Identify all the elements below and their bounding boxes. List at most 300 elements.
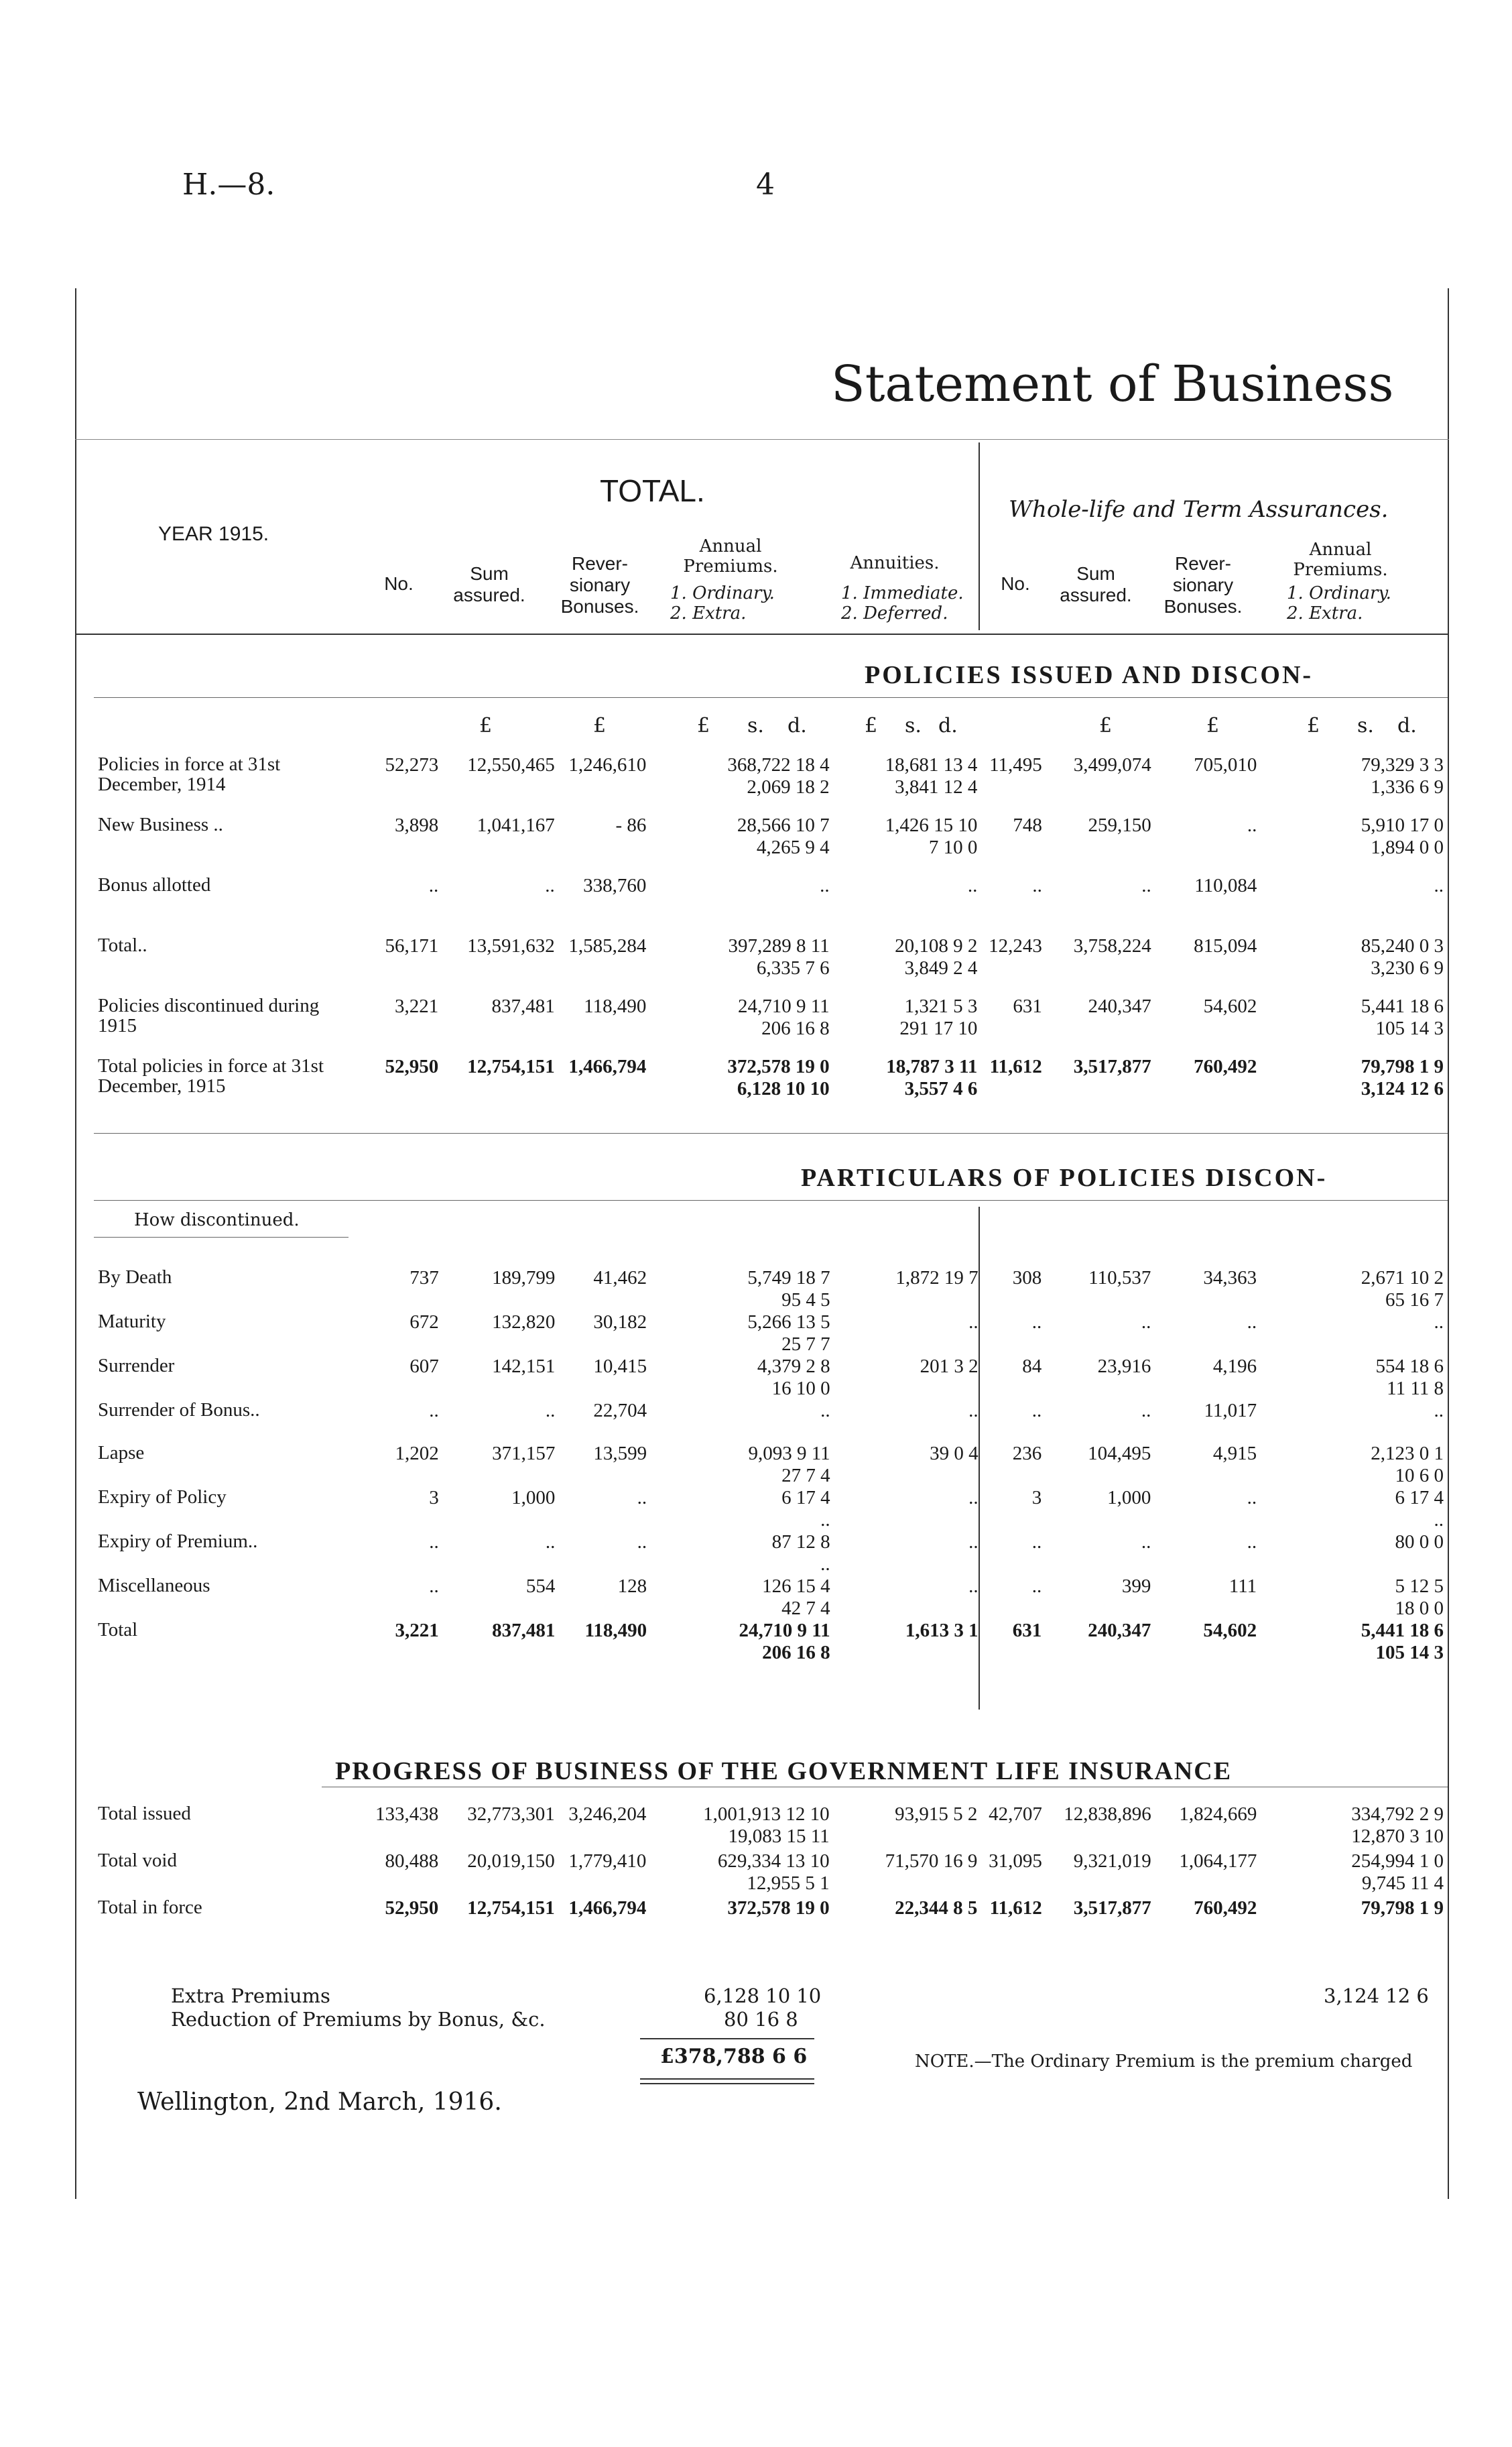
cell-ann: [834, 1897, 982, 1944]
cell-value-secondary: 95 4 5: [781, 1289, 830, 1311]
cell-value: 5,749 18 7: [747, 1267, 830, 1289]
cell-prem: [651, 1443, 834, 1487]
cell-prem: [651, 1311, 834, 1356]
cell-no: [373, 1311, 443, 1356]
cell-value: 1,000: [511, 1487, 556, 1508]
cell-no: [372, 996, 442, 1056]
cell-wl-prem: [1261, 1575, 1448, 1620]
cell-value: 13,599: [593, 1443, 647, 1464]
cell-value-secondary: ..: [820, 1553, 830, 1575]
cell-wl-no: [981, 935, 1046, 996]
cell-wl-sum: [1046, 815, 1155, 875]
cell-ann: [834, 935, 982, 996]
cell-value: 52,950: [385, 1056, 439, 1077]
cell-value: ..: [1031, 1575, 1042, 1597]
cell-value: ..: [820, 1400, 830, 1421]
cell-label: [94, 1056, 372, 1116]
cell-value: Total in force: [98, 1897, 202, 1918]
cell-value: 399: [1121, 1575, 1151, 1597]
cell-label: [94, 1897, 358, 1944]
cell-wl-sum: [1046, 1311, 1155, 1356]
table-row: [94, 996, 1448, 1056]
cell-value: ..: [1141, 1400, 1151, 1421]
cell-value-secondary: 6,335 7 6: [756, 957, 830, 979]
cell-sum: [442, 1803, 558, 1850]
cell-value-secondary: 1,894 0 0: [1371, 837, 1444, 858]
cell-value: 22,344 8 5: [895, 1897, 978, 1919]
table-row: [94, 1267, 1448, 1311]
cell-wl-bonus: [1155, 815, 1261, 875]
col-annuities-deferred: 2. Deferred.: [841, 603, 948, 623]
cell-wl-bonus: [1155, 1850, 1261, 1897]
wl-col-annual-premiums: Annual Premiums.: [1293, 540, 1388, 580]
cell-value: 18,787 3 11: [886, 1056, 978, 1077]
cell-value: 18,681 13 4: [885, 754, 978, 776]
unit-s-premium: s.: [747, 714, 764, 737]
cell-value: 11,017: [1204, 1400, 1257, 1421]
cell-value: ..: [1141, 1531, 1151, 1553]
wl-col-no: No.: [1001, 573, 1030, 594]
cell-bonus: [559, 1356, 651, 1400]
cell-value-secondary: 19,083 15 11: [728, 1826, 830, 1847]
extra-premiums-value: 6,128 10 10: [704, 1984, 822, 2007]
col-no: No.: [384, 573, 414, 594]
cell-no: [373, 1267, 443, 1311]
cell-value: 3: [1031, 1487, 1042, 1508]
cell-wl-no: [983, 1443, 1046, 1487]
cell-value: ..: [1032, 875, 1042, 896]
cell-value: Policies discontinued during 1915: [98, 995, 320, 1036]
cell-ann: [834, 1531, 983, 1575]
cell-value: ..: [968, 1575, 979, 1597]
year-label: YEAR 1915.: [158, 523, 269, 545]
cell-wl-prem: [1261, 1487, 1448, 1531]
cell-value-secondary: ..: [820, 1509, 830, 1531]
cell-value: 84: [1022, 1356, 1042, 1377]
cell-value: 5,441 18 6: [1361, 996, 1444, 1017]
cell-wl-no: [981, 996, 1046, 1056]
table-row: [94, 1620, 1448, 1664]
cell-value: 5,441 18 6: [1361, 1620, 1444, 1641]
cell-sum: [442, 815, 558, 875]
cell-value: Total issued: [98, 1803, 191, 1824]
progress-table: [94, 1803, 1448, 1944]
cell-prem: [650, 1056, 833, 1116]
cell-label: [94, 1311, 373, 1356]
cell-value: 5,910 17 0: [1361, 815, 1444, 836]
cell-value: 39 0 4: [930, 1443, 979, 1464]
unit-pound-bonus: £: [593, 714, 607, 737]
cell-wl-sum: [1046, 1267, 1155, 1311]
cell-prem: [651, 1487, 834, 1531]
cell-value: 3,517,877: [1073, 1056, 1151, 1077]
cell-value-secondary: 27 7 4: [781, 1465, 830, 1486]
cell-wl-prem: [1261, 1400, 1448, 1443]
cell-value: 22,704: [593, 1400, 647, 1421]
cell-no: [372, 1056, 442, 1116]
wl-unit-s-premium: s.: [1357, 714, 1374, 737]
cell-value: 11,495: [989, 754, 1042, 776]
cell-value: 20,019,150: [467, 1850, 555, 1872]
cell-ann: [834, 1443, 983, 1487]
cell-value: 372,578 19 0: [727, 1056, 830, 1077]
cell-value: 368,722 18 4: [727, 754, 830, 776]
cell-value: ..: [1247, 1311, 1257, 1333]
section1-heading: POLICIES ISSUED AND DISCON-: [865, 661, 1314, 689]
cell-wl-bonus: [1155, 1575, 1261, 1620]
cell-value: 52,950: [385, 1897, 439, 1919]
table-row: [94, 1850, 1448, 1897]
cell-wl-bonus: [1155, 1311, 1261, 1356]
cell-wl-sum: [1046, 1850, 1155, 1897]
cell-value-secondary: 10 6 0: [1395, 1465, 1444, 1486]
cell-wl-sum: [1046, 1356, 1155, 1400]
table-row: [94, 1487, 1448, 1531]
cell-value: 3,246,204: [568, 1803, 647, 1825]
cell-ann: [834, 1803, 982, 1850]
cell-value: 79,798 1 9: [1361, 1056, 1444, 1077]
cell-wl-bonus: [1155, 1443, 1261, 1487]
cell-value: 104,495: [1088, 1443, 1151, 1464]
cell-sum: [443, 1267, 560, 1311]
cell-value: Total..: [98, 935, 147, 956]
cell-no: [373, 1356, 443, 1400]
cell-sum: [443, 1311, 560, 1356]
table-row: [94, 935, 1448, 996]
cell-bonus: [559, 1575, 651, 1620]
cell-value: ..: [1031, 1311, 1042, 1333]
cell-value-secondary: 16 10 0: [771, 1378, 830, 1399]
cell-value: 1,041,167: [477, 815, 555, 836]
cell-value: 12,243: [989, 935, 1042, 957]
cell-value-secondary: ..: [1434, 1509, 1444, 1531]
cell-value: 554: [525, 1575, 556, 1597]
cell-value: 133,438: [375, 1803, 439, 1825]
cell-bonus: [559, 1803, 651, 1850]
cell-value: 20,108 9 2: [895, 935, 978, 957]
cell-wl-prem: [1261, 1356, 1448, 1400]
wl-unit-pound-premium: £: [1307, 714, 1320, 737]
cell-sum: [443, 1400, 560, 1443]
cell-prem: [651, 1267, 834, 1311]
cell-no: [373, 1620, 443, 1664]
cell-value: 52,273: [385, 754, 439, 776]
wl-unit-pound-bonus: £: [1206, 714, 1220, 737]
cell-value: ..: [968, 1400, 979, 1421]
cell-value: 30,182: [593, 1311, 647, 1333]
cell-label: [94, 1575, 373, 1620]
cell-wl-bonus: [1155, 1897, 1261, 1944]
cell-no: [372, 754, 442, 815]
table-row: [94, 1311, 1448, 1356]
cell-sum: [442, 754, 558, 815]
cell-value: By Death: [98, 1266, 172, 1288]
cell-value-secondary: 25 7 7: [781, 1333, 830, 1355]
cell-wl-no: [981, 815, 1046, 875]
cell-value: ..: [429, 1400, 439, 1421]
reduction-label: Reduction of Premiums by Bonus, &c.: [171, 2008, 546, 2031]
cell-value: 5 12 5: [1395, 1575, 1444, 1597]
cell-value: 760,492: [1194, 1897, 1257, 1919]
cell-no: [373, 1487, 443, 1531]
cell-prem: [651, 1620, 834, 1664]
cell-value: 110,537: [1088, 1267, 1151, 1289]
cell-value: Total: [98, 1619, 138, 1640]
cell-label: [94, 1531, 373, 1575]
cell-value: 371,157: [492, 1443, 556, 1464]
cell-wl-prem: [1261, 1897, 1448, 1944]
cell-value: 24,710 9 11: [737, 996, 830, 1017]
cell-label: [94, 1356, 373, 1400]
cell-wl-bonus: [1155, 1356, 1261, 1400]
grand-total-rule: [640, 2038, 814, 2039]
cell-ann: [834, 1056, 982, 1116]
cell-value-secondary: 3,841 12 4: [895, 776, 978, 798]
cell-value: Total policies in force at 31st December, 1915: [98, 1055, 324, 1097]
cell-sum: [442, 1897, 558, 1944]
cell-value: 56,171: [385, 935, 439, 957]
cell-value: Expiry of Premium..: [98, 1531, 258, 1552]
unit-d-annuity: d.: [938, 714, 958, 737]
cell-value: ..: [1434, 1400, 1444, 1421]
page-number: 4: [756, 168, 775, 202]
cell-value: Policies in force at 31st December, 1914: [98, 754, 281, 795]
col-annuities: Annuities.: [850, 553, 940, 573]
cell-wl-bonus: [1155, 1267, 1261, 1311]
cell-bonus: [559, 1267, 651, 1311]
cell-bonus: [559, 1531, 651, 1575]
cell-wl-sum: [1046, 1897, 1155, 1944]
cell-wl-prem: [1261, 815, 1448, 875]
cell-value: ..: [1434, 875, 1444, 896]
cell-no: [373, 1400, 443, 1443]
cell-value: ..: [967, 875, 978, 896]
cell-ann: [834, 1400, 983, 1443]
cell-value: 5,266 13 5: [747, 1311, 830, 1333]
cell-value: 24,710 9 11: [739, 1620, 830, 1641]
table-row: [94, 1531, 1448, 1575]
table-row: [94, 1356, 1448, 1400]
unit-d-premium: d.: [788, 714, 807, 737]
cell-value: 142,151: [492, 1356, 556, 1377]
table-row: [94, 1897, 1448, 1944]
cell-value: 631: [1013, 996, 1042, 1017]
cell-wl-sum: [1046, 1443, 1155, 1487]
col-sum-assured: Sum assured.: [453, 563, 525, 605]
cell-sum: [442, 1850, 558, 1897]
extra-premiums-label: Extra Premiums: [171, 1984, 330, 2007]
cell-value-secondary: 4,265 9 4: [756, 837, 830, 858]
cell-value: 80,488: [385, 1850, 439, 1872]
unit-pound-sum: £: [479, 714, 493, 737]
table-row: [94, 754, 1448, 815]
cell-value: ..: [1247, 815, 1257, 836]
cell-wl-prem: [1261, 1443, 1448, 1487]
cell-wl-bonus: [1155, 1056, 1261, 1116]
cell-value: 126 15 4: [762, 1575, 830, 1597]
cell-value: 760,492: [1194, 1056, 1257, 1077]
cell-wl-no: [981, 1897, 1046, 1944]
wl-col-premium-ordinary: 1. Ordinary.: [1287, 583, 1391, 603]
cell-wl-bonus: [1155, 935, 1261, 996]
cell-wl-bonus: [1155, 1803, 1261, 1850]
cell-prem: [650, 1850, 833, 1897]
how-discontinued-label: How discontinued.: [134, 1210, 300, 1230]
cell-wl-prem: [1261, 754, 1448, 815]
cell-value: 240,347: [1088, 996, 1151, 1017]
cell-value: 85,240 0 3: [1361, 935, 1444, 957]
cell-wl-sum: [1046, 754, 1155, 815]
cell-value: - 86: [615, 815, 647, 836]
cell-wl-sum: [1046, 1531, 1155, 1575]
cell-bonus: [559, 1487, 651, 1531]
page-title: Statement of Business: [831, 355, 1394, 413]
cell-value: 54,602: [1203, 996, 1257, 1017]
cell-wl-sum: [1046, 1575, 1155, 1620]
cell-value: 240,347: [1088, 1620, 1151, 1641]
cell-wl-bonus: [1155, 1487, 1261, 1531]
cell-label: [94, 935, 372, 996]
cell-label: [94, 815, 372, 875]
cell-value: ..: [968, 1311, 979, 1333]
cell-value: 3,221: [395, 1620, 439, 1641]
cell-value: 111: [1228, 1575, 1257, 1597]
cell-value-secondary: 3,124 12 6: [1361, 1078, 1444, 1099]
cell-value: 1,779,410: [568, 1850, 647, 1872]
cell-label: [94, 1487, 373, 1531]
unit-pound-premium: £: [697, 714, 710, 737]
cell-bonus: [559, 754, 651, 815]
cell-wl-no: [983, 1531, 1046, 1575]
cell-value: 631: [1012, 1620, 1042, 1641]
cell-wl-no: [983, 1575, 1046, 1620]
cell-value: 9,321,019: [1073, 1850, 1151, 1872]
cell-wl-no: [981, 754, 1046, 815]
cell-prem: [650, 996, 833, 1056]
cell-value: 189,799: [492, 1267, 556, 1289]
cell-value: 80 0 0: [1395, 1531, 1444, 1553]
cell-value: 11,612: [989, 1056, 1042, 1077]
cell-prem: [651, 1575, 834, 1620]
cell-value: 308: [1012, 1267, 1042, 1289]
wl-col-reversionary-bonuses: Rever- sionary Bonuses.: [1163, 553, 1243, 617]
cell-ann: [834, 1267, 983, 1311]
cell-value: Surrender of Bonus..: [98, 1399, 260, 1421]
cell-prem: [650, 1897, 833, 1944]
cell-wl-bonus: [1155, 754, 1261, 815]
cell-value-secondary: 3,849 2 4: [904, 957, 978, 979]
cell-prem: [650, 1803, 833, 1850]
cell-value: ..: [545, 1400, 556, 1421]
cell-value: 1,426 15 10: [885, 815, 978, 836]
cell-sum: [442, 875, 558, 935]
cell-value: 1,246,610: [568, 754, 647, 776]
cell-label: [94, 996, 372, 1056]
cell-value: 87 12 8: [771, 1531, 830, 1553]
cell-value-secondary: 6,128 10 10: [737, 1078, 830, 1099]
cell-label: [94, 875, 372, 935]
col-premium-extra: 2. Extra.: [670, 603, 747, 623]
cell-bonus: [559, 1850, 651, 1897]
wl-unit-d-premium: d.: [1397, 714, 1417, 737]
cell-value: 42,707: [989, 1803, 1042, 1825]
heading-rule: [75, 634, 1449, 635]
cell-sum: [443, 1487, 560, 1531]
cell-no: [358, 1850, 442, 1897]
cell-value: 3: [429, 1487, 439, 1508]
cell-value: 54,602: [1203, 1620, 1257, 1641]
cell-value-secondary: 3,230 6 9: [1371, 957, 1444, 979]
cell-bonus: [559, 875, 651, 935]
cell-value: 259,150: [1088, 815, 1151, 836]
cell-wl-no: [983, 1356, 1046, 1400]
cell-wl-sum: [1046, 875, 1155, 935]
cell-wl-sum: [1046, 1400, 1155, 1443]
cell-ann: [834, 1356, 983, 1400]
page-reference: H.—8.: [182, 168, 275, 202]
cell-prem: [651, 1400, 834, 1443]
wl-unit-pound-sum: £: [1099, 714, 1113, 737]
cell-ann: [834, 1620, 983, 1664]
cell-value: 1,613 3 1: [905, 1620, 979, 1641]
cell-value: ..: [1031, 1400, 1042, 1421]
cell-value: 12,754,151: [467, 1056, 555, 1077]
cell-value: 28,566 10 7: [737, 815, 830, 836]
cell-wl-prem: [1261, 996, 1448, 1056]
policies-issued-table: [94, 754, 1448, 1116]
cell-value: 1,202: [395, 1443, 439, 1464]
cell-no: [373, 1443, 443, 1487]
cell-value-secondary: 7 10 0: [928, 837, 978, 858]
cell-value: 1,001,913 12 10: [703, 1803, 830, 1825]
cell-value: 815,094: [1194, 935, 1257, 957]
cell-value: ..: [1247, 1531, 1257, 1553]
cell-value: 93,915 5 2: [895, 1803, 978, 1825]
cell-no: [372, 935, 442, 996]
cell-ann: [834, 996, 982, 1056]
table-row: [94, 1803, 1448, 1850]
cell-value-secondary: 12,870 3 10: [1351, 1826, 1444, 1847]
cell-label: [94, 1620, 373, 1664]
signature-line: Wellington, 2nd March, 1916.: [137, 2088, 502, 2116]
table-row: [94, 1056, 1448, 1116]
cell-value: Total void: [98, 1850, 177, 1871]
table-row: [94, 875, 1448, 935]
cell-wl-bonus: [1155, 875, 1261, 935]
cell-sum: [442, 1056, 558, 1116]
cell-value: 118,490: [584, 1620, 647, 1641]
cell-no: [373, 1575, 443, 1620]
cell-value: 837,481: [492, 1620, 556, 1641]
cell-value: 12,550,465: [467, 754, 555, 776]
cell-value-secondary: 12,955 5 1: [747, 1872, 830, 1894]
cell-bonus: [559, 1897, 651, 1944]
section2-heading: PARTICULARS OF POLICIES DISCON-: [801, 1164, 1328, 1192]
cell-value: ..: [968, 1487, 979, 1508]
cell-wl-no: [983, 1267, 1046, 1311]
table-row: [94, 1400, 1448, 1443]
cell-value: 3,758,224: [1073, 935, 1151, 957]
cell-wl-no: [983, 1400, 1046, 1443]
cell-value: 748: [1013, 815, 1042, 836]
cell-value: 32,773,301: [467, 1803, 555, 1825]
cell-value: 2,671 10 2: [1361, 1267, 1444, 1289]
cell-wl-no: [981, 1803, 1046, 1850]
cell-wl-no: [981, 1850, 1046, 1897]
cell-wl-no: [983, 1620, 1046, 1664]
cell-value: 372,578 19 0: [727, 1897, 830, 1919]
cell-value: 12,754,151: [467, 1897, 555, 1919]
